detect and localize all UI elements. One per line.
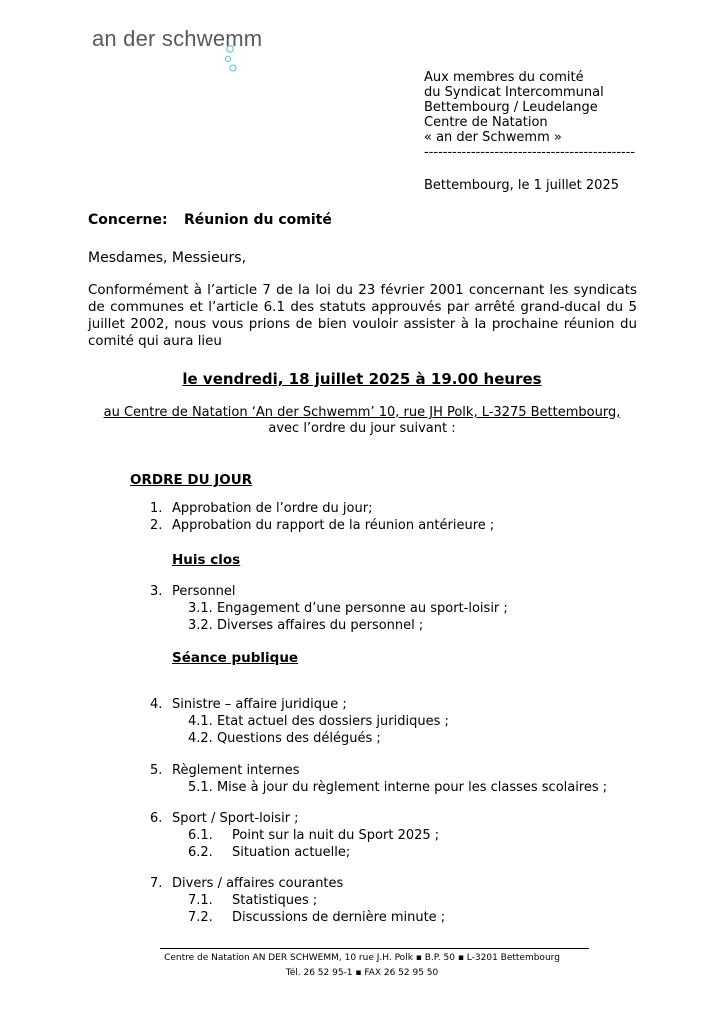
- address-line: Centre de Natation: [424, 115, 548, 130]
- location-place: au Centre de Natation ‘An der Schwemm’ 10, rue JH Polk, L-3275 Bettembourg,: [103, 405, 621, 420]
- agenda-item: 3. Personnel: [150, 584, 236, 599]
- agenda-item: 6. Sport / Sport-loisir ;: [150, 811, 299, 826]
- address-separator: ---------------------------------------------: [424, 145, 636, 160]
- agenda-item: 4. Sinistre – affaire juridique ;: [150, 697, 347, 712]
- agenda-title: ORDRE DU JOUR: [130, 472, 253, 488]
- subject-label: Concerne:: [88, 212, 168, 228]
- agenda-subitem: 5.1. Mise à jour du règlement interne pour les classes scolaires ;: [188, 780, 608, 795]
- address-line: « an der Schwemm »: [424, 130, 562, 145]
- intro-paragraph: Conformément à l’article 7 de la loi du 23 février 2001 concernant les syndicats de communes et l’article 6.1 des statuts approuvés par arrêté grand-ducal du 5 juillet 2002, nous vous prions de bien vouloir assister à la prochaine réunion du comité qui aura lieu: [88, 283, 637, 349]
- recipient-address: [424, 70, 635, 160]
- agenda-subitem: 3.1. Engagement d’une personne au sport-loisir ;: [188, 601, 508, 616]
- meeting-location: [0, 405, 724, 437]
- section-heading-public: Séance publique: [172, 650, 299, 666]
- agenda-item: 5. Règlement internes: [150, 763, 300, 778]
- subject-line: [88, 212, 332, 228]
- agenda-subitem: 4.2. Questions des délégués ;: [188, 731, 381, 746]
- logo-text: an der schwemm: [92, 26, 263, 51]
- agenda-subitem: 4.1. Etat actuel des dossiers juridiques ;: [188, 714, 449, 729]
- section-heading-closed: Huis clos: [172, 552, 241, 568]
- letter-date: Bettembourg, le 1 juillet 2025: [424, 178, 619, 193]
- agenda-subitem: 3.2. Diverses affaires du personnel ;: [188, 618, 424, 633]
- footer-divider: [160, 948, 589, 949]
- location-followup: avec l’ordre du jour suivant :: [268, 421, 456, 436]
- subject-value: Réunion du comité: [184, 212, 332, 228]
- agenda-item: 1. Approbation de l’ordre du jour;: [150, 501, 373, 516]
- meeting-datetime-text: le vendredi, 18 juillet 2025 à 19.00 heures: [182, 370, 542, 388]
- agenda-subitem: 7.1. Statistiques ;: [188, 893, 318, 908]
- address-line: Bettembourg / Leudelange: [424, 100, 598, 115]
- agenda-item: 7. Divers / affaires courantes: [150, 876, 344, 891]
- address-line: Aux membres du comité: [424, 70, 584, 85]
- footer-contact: Tél. 26 52 95-1 ▪ FAX 26 52 95 50: [285, 968, 439, 978]
- agenda-item: 2. Approbation du rapport de la réunion antérieure ;: [150, 518, 495, 533]
- footer-address: Centre de Natation AN DER SCHWEMM, 10 rue J.H. Polk ▪ B.P. 50 ▪ L-3201 Bettembourg: [164, 953, 560, 963]
- logo: [92, 26, 262, 52]
- agenda-subitem: 6.1. Point sur la nuit du Sport 2025 ;: [188, 828, 440, 843]
- salutation: Mesdames, Messieurs,: [88, 250, 247, 266]
- agenda-subitem: 7.2. Discussions de dernière minute ;: [188, 910, 446, 925]
- logo-bubbles-icon: [92, 26, 272, 76]
- meeting-datetime: [0, 370, 724, 388]
- address-line: du Syndicat Intercommunal: [424, 85, 604, 100]
- agenda-subitem: 6.2. Situation actuelle;: [188, 845, 351, 860]
